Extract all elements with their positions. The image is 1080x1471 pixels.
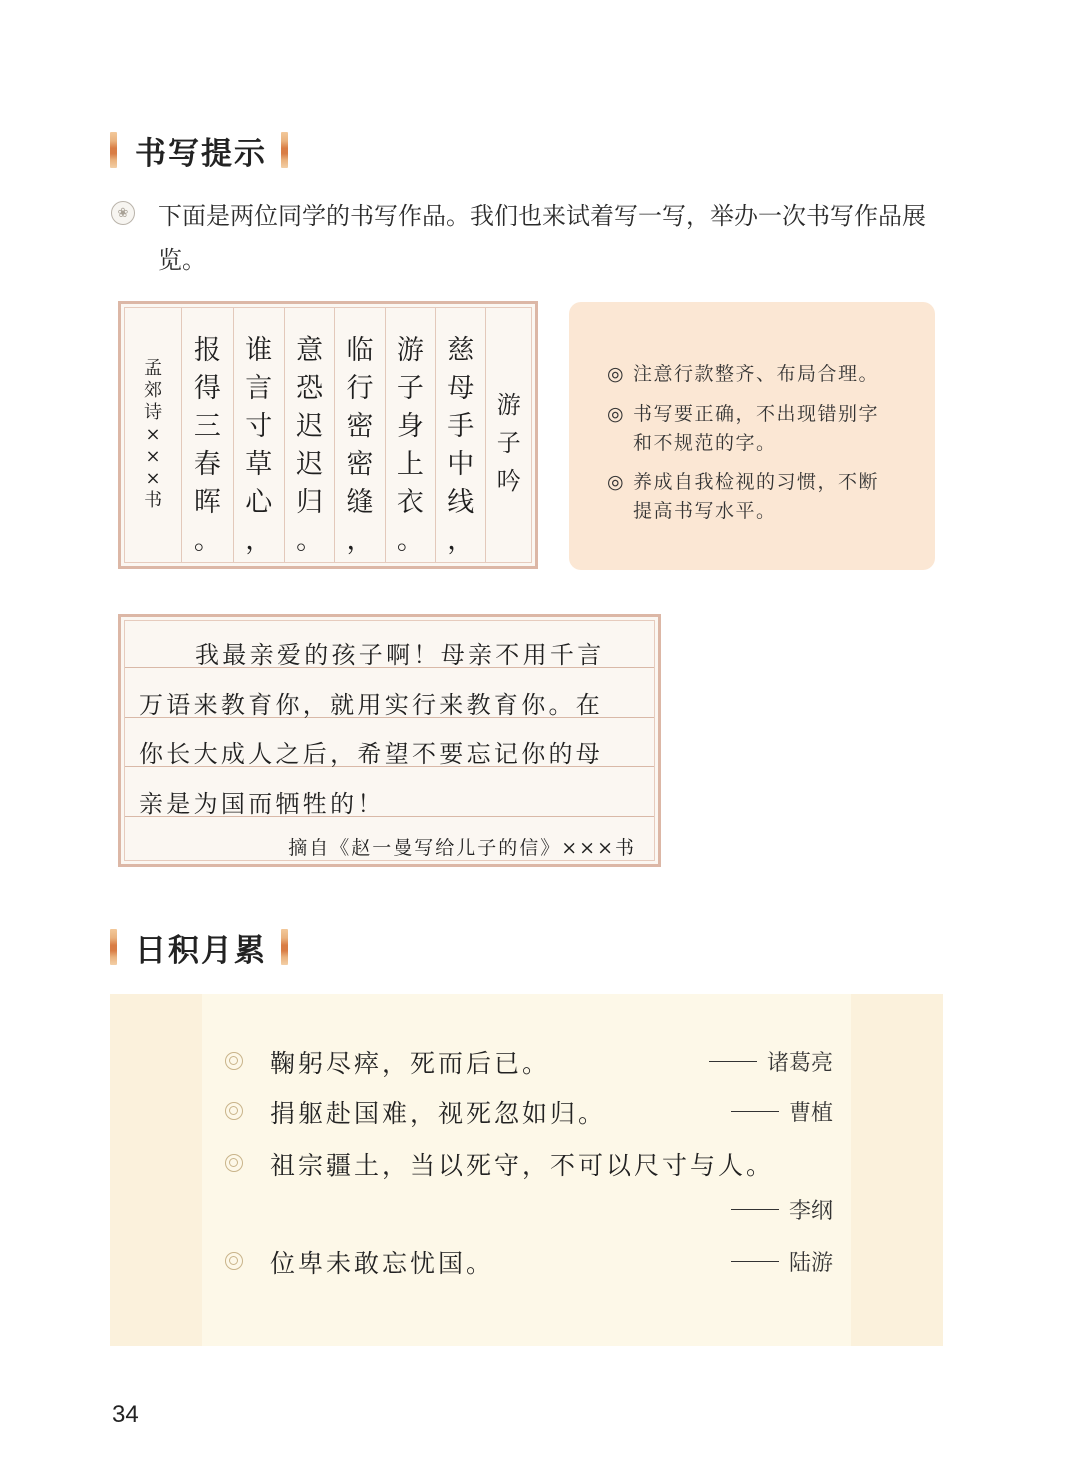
section-heading-writing-tips (110, 130, 288, 170)
quote-text: 鞠躬尽瘁，死而后已。 (270, 1049, 551, 1078)
poem-column-line: 临 行 密 密 缝 ， (334, 308, 384, 562)
double-circle-bullet-icon (225, 1052, 243, 1070)
quote-text: 祖宗疆土，当以死守，不可以尺寸与人。 (270, 1151, 775, 1180)
letter-line: 亲是为国而牺牲的！ (139, 790, 385, 818)
quote-author-row (220, 1190, 833, 1230)
heading-bar-right (281, 929, 288, 965)
poem-column-title: 游 子 吟 (485, 308, 531, 562)
double-circle-bullet-icon: ◎ (607, 363, 624, 385)
tip-item: ◎ 书写要正确，不出现错别字 和不规范的字。 (607, 400, 898, 458)
heading-bar-left (110, 929, 117, 965)
letter-line: 万语来教育你，就用实行来教育你。在 (139, 691, 604, 719)
letter-calligraphy-card (118, 614, 661, 867)
section-title: 书写提示 (135, 135, 267, 172)
poem-column-line: 慈 母 手 中 线 ， (435, 308, 485, 562)
quote-item (220, 1042, 833, 1082)
double-circle-bullet-icon: ◎ (607, 403, 624, 425)
poem-columns (124, 307, 532, 563)
intro-paragraph: 下面是两位同学的书写作品。我们也来试着写一写，举办一次书写作品展览。 (158, 202, 926, 274)
quote-author: 李纲 (731, 1194, 833, 1225)
double-circle-bullet-icon: ◎ (607, 471, 624, 493)
panel-edge-left (110, 994, 202, 1346)
double-circle-bullet-icon (225, 1154, 243, 1172)
poem-calligraphy-card (118, 301, 538, 569)
double-circle-bullet-icon (225, 1252, 243, 1270)
letter-source: 摘自《赵一曼写给儿子的信》×××书 (288, 837, 636, 859)
quote-text: 捐躯赴国难，视死忽如归。 (270, 1099, 607, 1128)
tip-item: ◎ 养成自我检视的习惯，不断 提高书写水平。 (607, 468, 898, 526)
quote-author: 陆游 (731, 1246, 833, 1277)
panel-edge-right (851, 994, 943, 1346)
poem-column-line: 谁 言 寸 草 心 ， (233, 308, 284, 562)
section-heading-daily-accumulation (110, 927, 288, 967)
quote-item (220, 1092, 833, 1132)
poem-column-line: 意 恐 迟 迟 归 。 (284, 308, 334, 562)
quote-item (220, 1242, 833, 1282)
quote-author: 曹植 (731, 1096, 833, 1127)
double-circle-bullet-icon (225, 1102, 243, 1120)
quote-author: 诸葛亮 (709, 1046, 833, 1077)
swirl-seal-icon: ❀ (111, 201, 135, 225)
quote-text: 位卑未敢忘忧国。 (270, 1249, 495, 1278)
quotes-panel (110, 994, 943, 1346)
letter-line: 你长大成人之后，希望不要忘记你的母 (139, 740, 604, 768)
heading-bar-left (110, 132, 117, 168)
quote-item (220, 1144, 833, 1184)
page-number: 34 (112, 1401, 139, 1428)
poem-column-signature: 孟 郊 诗 × × × 书 (144, 358, 163, 511)
section-title: 日积月累 (135, 932, 267, 969)
poem-column-line: 报 得 三 春 晖 。 (181, 308, 232, 562)
heading-bar-right (281, 132, 288, 168)
writing-tips-card (569, 302, 935, 570)
letter-line: 我最亲爱的孩子啊！母亲不用千言 (195, 641, 605, 669)
tip-item: ◎ 注意行款整齐、布局合理。 (607, 360, 898, 389)
poem-column-line: 游 子 身 上 衣 。 (385, 308, 435, 562)
